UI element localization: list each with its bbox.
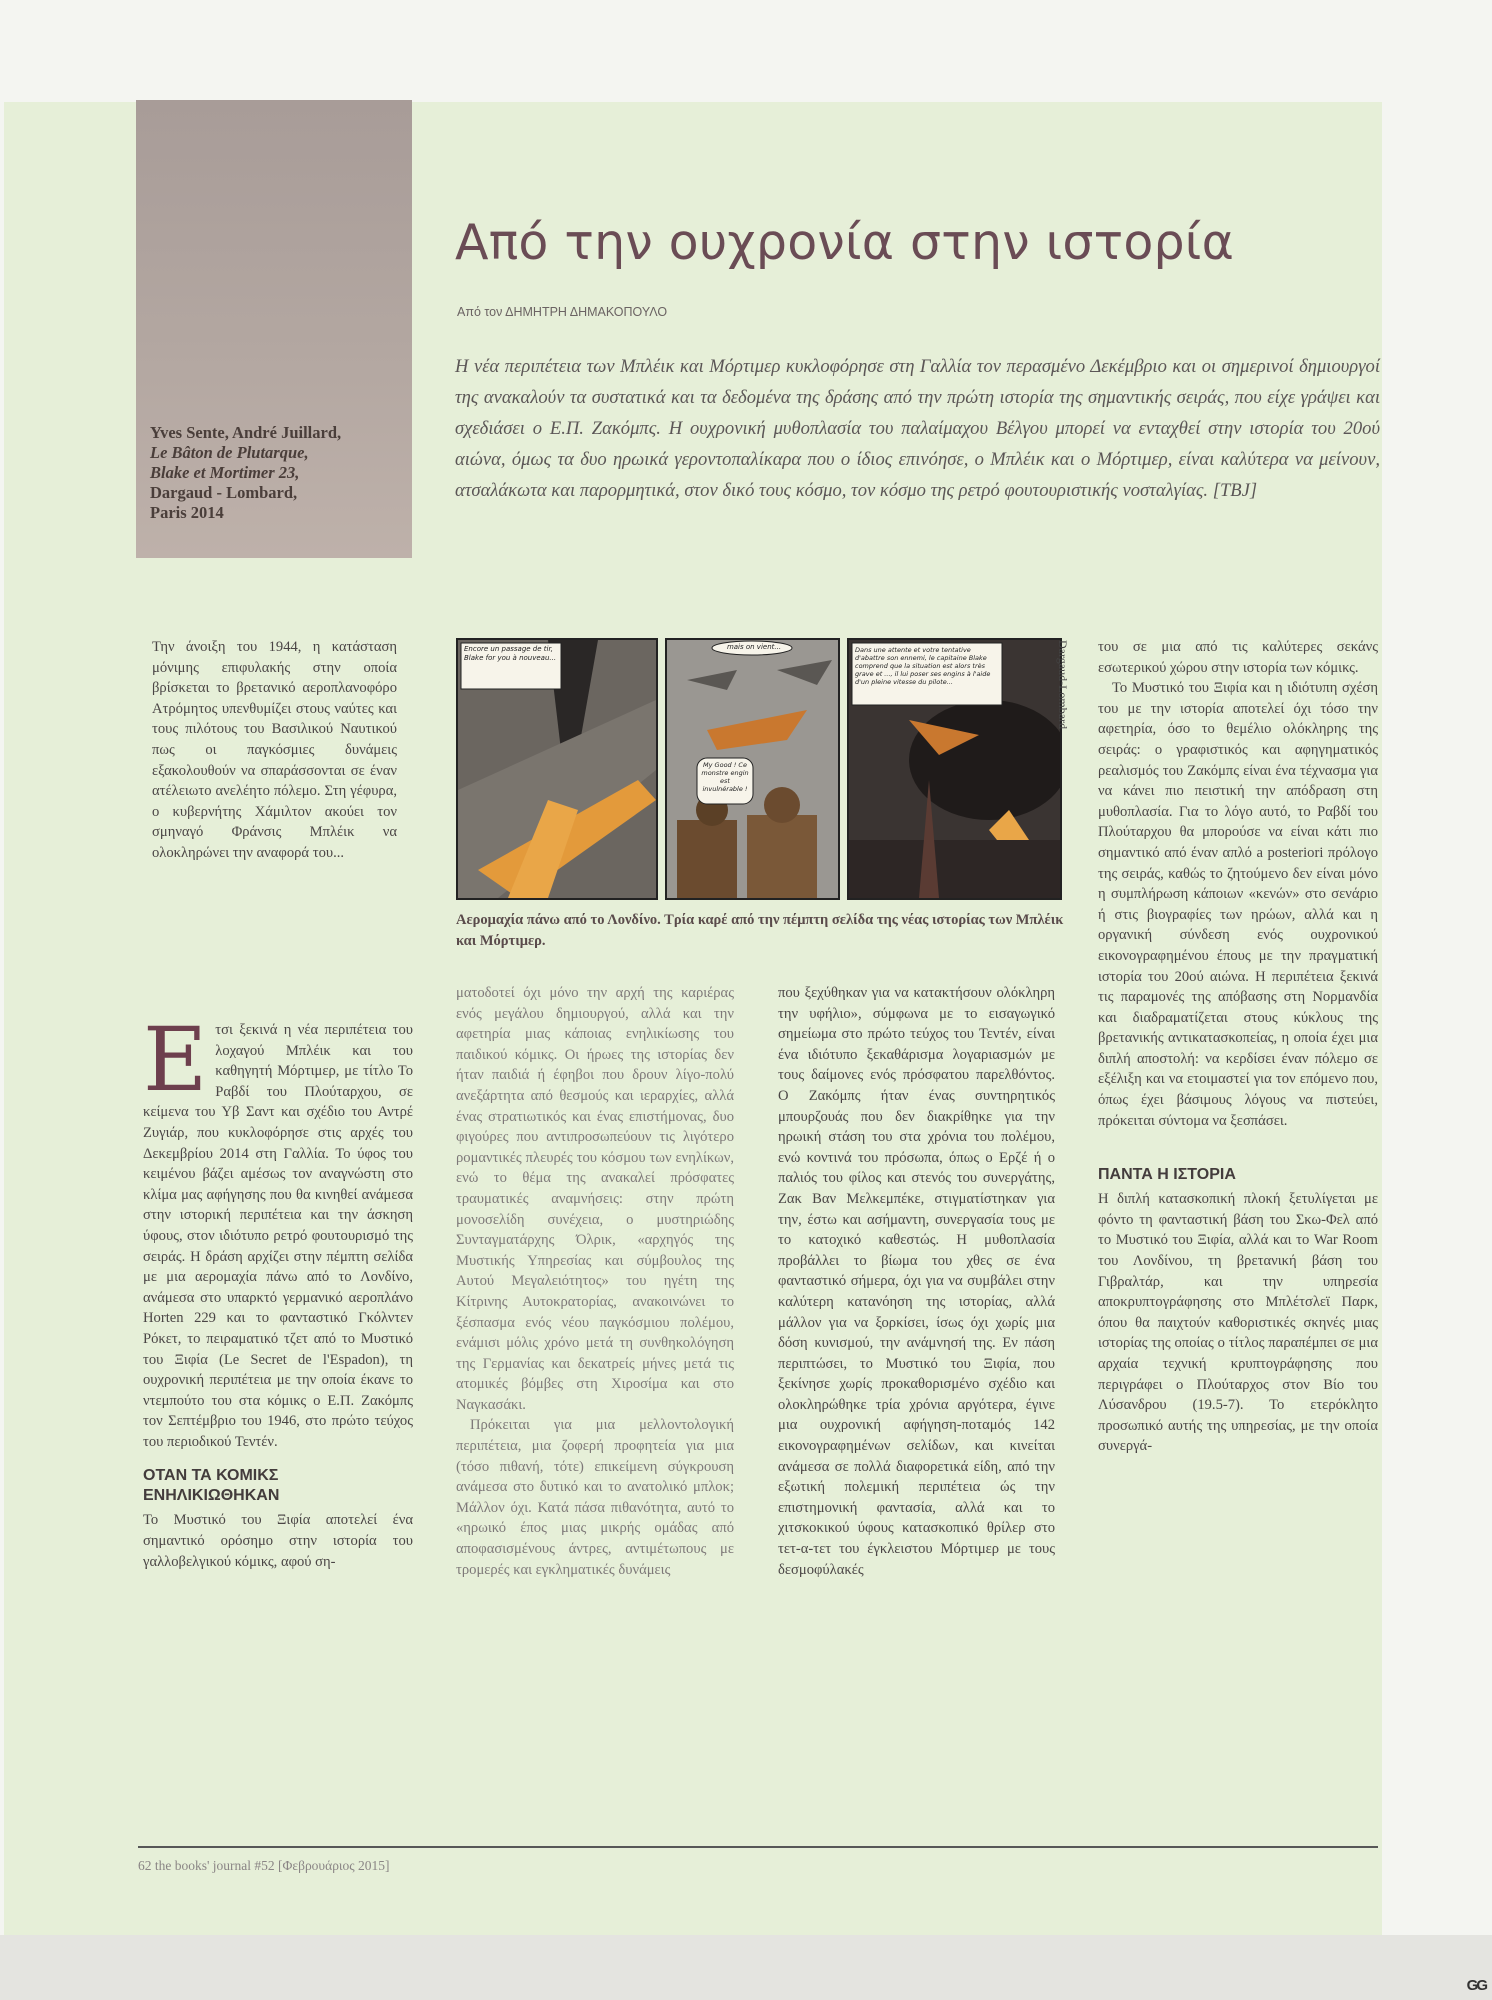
article-lead: Η νέα περιπέτεια των Μπλέικ και Μόρτιμερ κυκλοφόρησε στη Γαλλία τον περασμένο Δεκέμβριο και οι σημερινοί δημιουργοί της ανακαλούν τα συστατικά και τα δεδομένα της δράσης από την πρώτη ιστορία της σημαντικής σειράς, που είχε γράψει και σχεδιάσει ο Ε.Π. Ζακόμπς. Η ουχρονική μυθοπλασία του παλαίμαχου Βέλγου μπορεί να ενταχθεί στην ιστορία του 20ού αιώνα, όμως τα δυο ηρωικά γεροντοπαλίκαρα που ο ίδιος επινόησε, ο Μπλέικ και ο Μόρτιμερ, είναι καλύτερα να μείνουν, ατσαλάκωτα και παρορμητικά, στον δικό τους κόσμο, τον κόσμο της ρετρό φουτουριστικής νοσταλγίας. [ΤΒJ]	[455, 356, 1380, 501]
page-edge	[0, 1935, 1492, 2000]
speech-bubble: My Good ! Ce monstre engin est invulnérable !	[701, 761, 749, 793]
comic-strip	[456, 638, 1062, 900]
body-paragraph: Η διπλή κατασκοπική πλοκή ξετυλίγεται με φόντο τη φανταστική βάση του Σκω-Φελ από το Μυστικό του Ξιφία, αλλά και το War Room του Λονδίνου, τη βρετανική βάση του Γιβραλτάρ, και την υπηρεσία αποκρυπτογράφησης στο Μπλέτσλεϊ Παρκ, όπου θα παιχτούν καθοριστικές σκηνές μιας ιστορίας της οποίας ο τίτλος παραπέμπει σε μια αρχαία τεχνική κρυπτογράφησης που περιγράφει ο Πλούταρχος στον Βίο του Λύσανδρου (19.5-7). Το ετερόκλητο προσωπικό αυτής της υπηρεσίας, με την οποία συνεργά-	[1098, 1191, 1378, 1455]
corner-mark: GG	[1466, 1977, 1486, 1994]
body-paragraph: Πρόκειται για μια μελλοντολογική περιπέτεια, μια ζοφερή προφητεία για μια (τόσο πιθανή, τότε) επικείμενη σύγκρουση ανάμεσα στο δυτικό και το ανατολικό μπλοκ; Μάλλον όχι. Κατά πάσα πιθανότητα, αυτό το «ηρωικό έπος μιας μικρής ομάδας από αποφασισμένους άντρες, αντιμέτωπους με τρομερές και εγκληματικές δυνάμεις	[456, 1417, 734, 1578]
book-info-line: Dargaud - Lombard,	[150, 483, 298, 502]
body-paragraph: που ξεχύθηκαν για να κατακτήσουν ολόκληρη την υφήλιο», σύμφωνα με το εισαγωγικό σημείωμα στο πρώτο τεύχος του Τεντέν, είναι ένα ιδιότυπο ξεκαθάρισμα λογαριασμών με τους δαίμονες ενός πρόσφατου παρελθόντος. Ο Ζακόμπς ήταν ένας συντηρητικός μπουρζουάς που δεν διακρίθηκε για την ηρωική στάση του στα χρόνια του πολέμου, ενώ κοντινά του πρόσωπα, όπως ο Ερζέ ή ο παλιός του φίλος και στενός του συνεργάτης, Ζακ Βαν Μελκεμπέκε, στιγματίστηκαν για την, έστω και ασήμαντη, συνεργασία τους με το κατοχικό καθεστώς. Η μυθοπλασία προβάλλει το βίωμα του χθες σε ένα φανταστικό σήμερα, όχι για να συμβάλει στην καλύτερη κατανόηση της ιστορίας, αλλά μάλλον για να ξορκίσει, ίσως όχι χωρίς μια δόση κυνισμού, την ανάμνησή της. Εν πάση περιπτώσει, το Μυστικό του Ξιφία, που ξεκίνησε χωρίς προκαθορισμένο σχέδιο και ολοκληρώθηκε τρία χρόνια αργότερα, έγινε μια ουχρονική αφήγηση-ποταμός 142 εικονογραφημένων σελίδων, και κινείται ανάμεσα σε πολλά διαφορετικά είδη, από την εξωτική πολεμική περιπέτεια ώς την επιστημονική φαντασία, αλλά και το χιτσκοκικού ύφους κατασκοπικό θρίλερ στο τετ-α-τετ του έγκλειστου Μόρτιμερ με τους δεσμοφύλακές	[778, 985, 1055, 1578]
comic-panel	[665, 638, 840, 900]
speech-bubble: Encore un passage de tir, Blake for you à nouveau...	[464, 645, 557, 662]
body-paragraph: Το Μυστικό του Ξιφία και η ιδιότυπη σχέση του με την ιστορία αποτελεί όχι τόσο την αφετηρία, όσο το θεμέλιο ολόκληρης της σειράς: ο γραφιστικός και αφηγηματικός ρεαλισμός του Ζακόμπς είναι ένα τέχνασμα για να κάνει πιο πειστική την απόδραση στη μυθοπλασία. Για το λόγο αυτό, το Ραβδί του Πλούταρχου θα μπορούσε να είναι κάτι πιο σημαντικό από έναν απλό a posteriori πρόλογο της σειράς, καθώς το ζητούμενο δεν είναι μόνο η συμπλήρωση κάποιων «κενών» στο σενάριο ή στις βιογραφίες των ηρώων, αλλά και η οργανική σύνδεση ενός ουχρονικού εικονογραφημένου έπους με την πραγματική ιστορία του 20ού αιώνα. Η περιπέτεια ξεκινά τις παραμονές της απόβασης στη Νορμανδία και διαδραματίζεται στους κύκλους της βρετανικής αντικατασκοπείας, η οποία έχει μια διπλή αποστολή: να κερδίσει έναν πόλεμο σε εξέλιξη και να ετοιμαστεί για τον επόμενο που, όπως έχει βάσιμους λόγους να πιστεύει, πρόκειται σύντομα να ξεσπάσει.	[1098, 680, 1378, 1129]
comic-panel	[456, 638, 658, 900]
comic-panel	[847, 638, 1062, 900]
book-info-line: Blake et Mortimer 23,	[150, 463, 300, 482]
image-credit: Dargaud-Lombard	[1056, 640, 1070, 730]
body-column-1	[143, 1008, 413, 1572]
footer-rule	[138, 1846, 1378, 1848]
subheading: ΟΤΑΝ ΤΑ ΚΟΜΙΚΣ ΕΝΗΛΙΚΙΩΘΗΚΑΝ	[143, 1467, 280, 1505]
body-paragraph: του σε μια από τις καλύτερες σεκάνς εσωτερικού χώρου στην ιστορία των κόμικς.	[1098, 639, 1378, 676]
body-paragraph: τσι ξεκινά η νέα περιπέτεια του λοχαγού Μπλέικ και του καθηγητή Μόρτιμερ, με τίτλο Το Ραβδί του Πλούταρχου, σε κείμενα του Υβ Σαντ και σχέδιο του Αντρέ Ζυγιάρ, που κυκλοφόρησε στις αρχές του Δεκεμβρίου 2014 στη Γαλλία. Το ύφος του κειμένου βάζει αμέσως τον αναγνώστη στο κλίμα μας αφήγησης που θα κινηθεί ανάμεσα στην ιστορική περιπέτεια και την άσκηση ύφους, στον ιδιότυπο ρετρό φουτουρισμό της σειράς. Η δράση αρχίζει στην πέμπτη σελίδα με μια αερομαχία πάνω από το Λονδίνο, ανάμεσα στο υπαρκτό γερμανικό αεροπλάνο Horten 229 και το φανταστικό Γκόλντεν Ρόκετ, το πειραματικό τζετ από το Μυστικό του Ξιφία (Le Secret de l'Espadon), τη ουχρονική περιπέτεια με την οποία έκανε το ντεμπούτο του στα κόμικς ο Ε.Π. Ζακόμπς τον Σεπτέμβριο του 1946, στο πρώτο τεύχος του περιοδικού Τεντέν.	[143, 1022, 413, 1450]
body-column-3	[778, 983, 1055, 1580]
body-column-4	[1098, 637, 1378, 1457]
book-info-line: Yves Sente, André Juillard,	[150, 423, 342, 442]
comic-panel-art	[667, 640, 838, 898]
body-paragraph: Το Μυστικό του Ξιφία αποτελεί ένα σημαντικό ορόσημο στην ιστορία του γαλλοβελγικού κόμικς, αφού ση-	[143, 1512, 413, 1570]
intro-column	[152, 637, 397, 864]
body-paragraph: ματοδοτεί όχι μόνο την αρχή της καριέρας ενός μεγάλου δημιουργού, αλλά και την αφετηρία μιας κάποιας ενηλικίωσης του παιδικού κόμικς. Οι ήρωες της ιστορίας δεν ήταν παιδιά ή έφηβοι που δρουν λίγο-πολύ ανεξάρτητα από θεσμούς και ιεραρχίες, αλλά ένας στρατιωτικός και ένας επιστήμονας, δυο φιγούρες που αντιπροσωπεύουν τις λιγότερο ρομαντικές πλευρές του κόσμου των ενηλίκων, ενώ το θέμα της ανακαλεί πρόσφατες τραυματικές αναμνήσεις: στην πρώτη μονοσελίδη συνέχεια, ο μυστηριώδης Συνταγματάρχης Όλρικ, «αρχηγός της Μυστικής Υπηρεσίας και σύμβουλος της Αυτού Μεγαλειότητος» του ηγέτη της Κίτρινης Αυτοκρατορίας, ανακοινώνει το ξέσπασμα ενός νέου παγκόσμιου πολέμου, ενάμισι μόλις χρόνο μετά τη συνθηκολόγηση της Γερμανίας και δεκατρείς μήνες μετά τις ατομικές βόμβες στη Χιροσίμα και στο Ναγκασάκι.	[456, 985, 734, 1413]
article-title: Από την ουχρονία στην ιστορία	[455, 214, 1235, 271]
intro-paragraph: Την άνοιξη του 1944, η κατάσταση μόνιμης επιφυλακής στην οποία βρίσκεται το βρετανικό αεροπλανοφόρο Ατρόμητος υπενθυμίζει στους ναύτες και τους πιλότους του Βασιλικού Ναυτικού πως οι παγκόσμιες δυνάμεις εξακολουθούν να σπαράσσονται σε έναν ατέλειωτο ανελέητο πόλεμο. Στη γέφυρα, ο κυβερνήτης Χάμιλτον ακούει τον σμηναγό Φράνσις Μπλέικ να ολοκληρώνει την αναφορά του...	[152, 639, 397, 861]
subheading: ΠΑΝΤΑ Η ΙΣΤΟΡΙΑ	[1098, 1166, 1236, 1184]
speech-bubble: mais on vient...	[726, 643, 782, 651]
body-column-2	[456, 983, 734, 1580]
page-footer: 62 the books' journal #52 [Φεβρουάριος 2015]	[138, 1858, 390, 1873]
book-info-line: Paris 2014	[150, 503, 224, 522]
speech-bubble: Dans une attente et votre tentative d'abattre son ennemi, le capitaine Blake comprend que la situation est alors très grave et ..., il lui poser ses engins à l'aide d'un pleine vitesse du pilote...	[855, 646, 991, 686]
article-byline: Από τον ΔΗΜΗΤΡΗ ΔΗΜΑΚΟΠΟΥΛΟ	[457, 305, 668, 319]
drop-cap: Ε	[143, 1008, 208, 1111]
book-info-line: Le Bâton de Plutarque,	[150, 443, 309, 462]
book-info	[150, 423, 412, 523]
image-caption: Αερομαχία πάνω από το Λονδίνο. Τρία καρέ από την πέμπτη σελίδα της νέας ιστορίας των Μπλέικ και Μόρτιμερ.	[456, 912, 1064, 949]
